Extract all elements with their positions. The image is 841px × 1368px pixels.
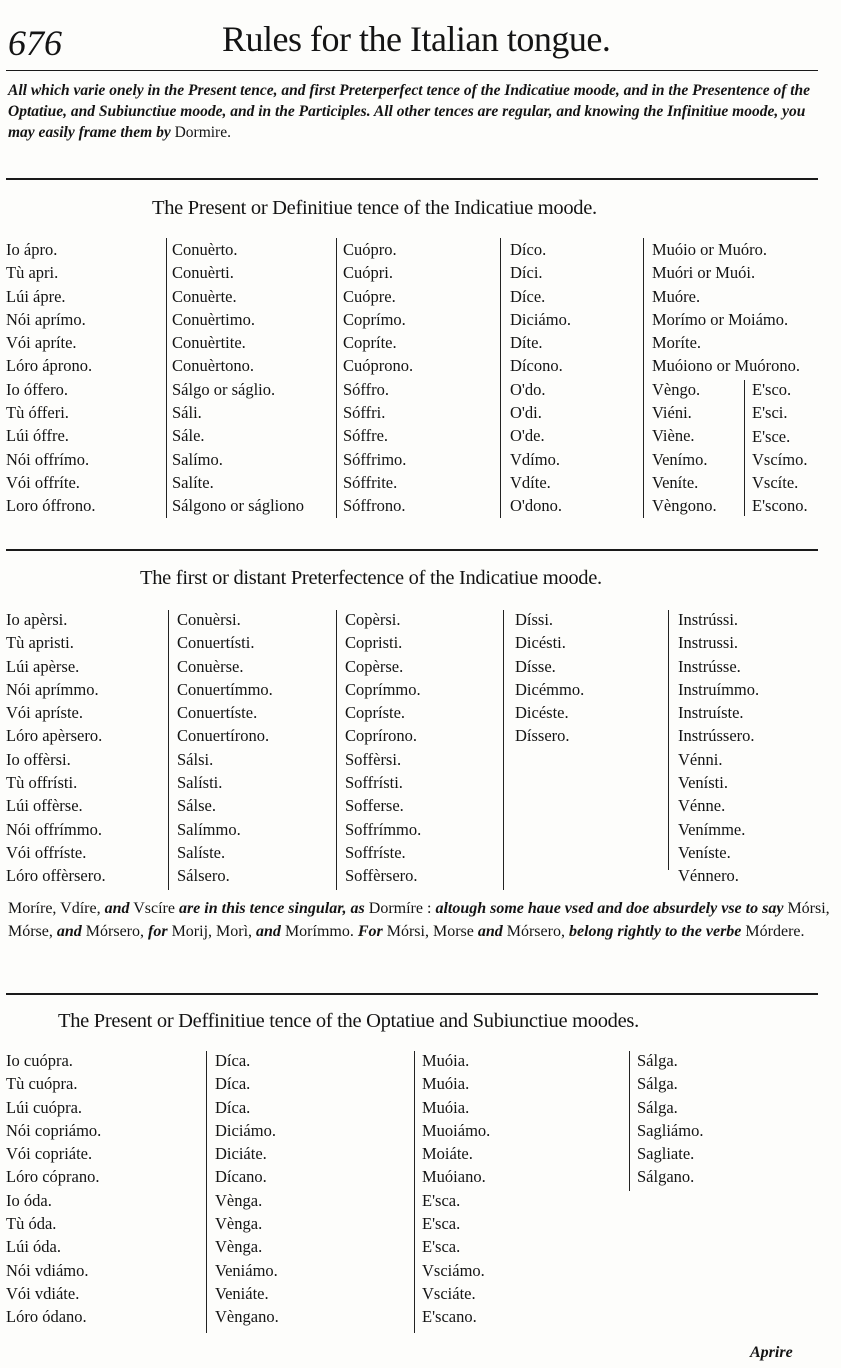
verb-form: Sálgano. [637, 1167, 695, 1187]
column-divider [500, 238, 501, 518]
verb-form: Conuertíste. [177, 703, 258, 723]
verb-form: Lóro cóprano. [6, 1167, 100, 1187]
verb-form: Copèrse. [345, 656, 404, 676]
verb-form: Sóffrono. [343, 496, 406, 516]
verb-form: Conuèrtono. [172, 356, 255, 376]
note-roman-run: Morij, Morì, [167, 922, 257, 940]
verb-form: Coprímmo. [345, 679, 421, 699]
note-roman-run: Mórdere. [741, 922, 805, 940]
verb-form: Cuópre. [343, 286, 396, 306]
section-1-column-1 [6, 238, 96, 518]
verb-form: Lúi óffre. [6, 426, 69, 446]
verb-form: Conuèrtimo. [172, 309, 255, 329]
section-1-heading: The Present or Definitiue tence of the Indicatiue moode. [152, 197, 597, 219]
verb-form: Muóiono or Muórono. [652, 356, 801, 376]
verb-form: Sálga. [637, 1097, 678, 1117]
verb-form: Nói aprímo. [6, 309, 86, 329]
verb-form: Salísti. [177, 773, 223, 793]
verb-form: Coprímo. [343, 309, 406, 329]
verb-form: Soffríste. [345, 842, 406, 862]
verb-form: Vèngo. [652, 379, 701, 399]
verb-form: O'de. [510, 426, 545, 446]
section-rule-1 [6, 178, 818, 180]
verb-form: Morímo or Moiámo. [652, 309, 789, 329]
verb-form: Diciámo. [215, 1120, 276, 1140]
verb-form: Sálgono or ságliono [172, 496, 304, 516]
catchword: Aprire [750, 1344, 793, 1361]
verb-form: Copríste. [345, 703, 406, 723]
verb-form: Díca. [215, 1051, 251, 1070]
verb-form: Veníste. [678, 842, 731, 862]
verb-form: Nói offrímo. [6, 449, 90, 469]
column-divider [206, 1051, 207, 1333]
verb-form: E'sci. [752, 403, 788, 423]
column-divider [336, 610, 337, 890]
verb-form: E'scono. [752, 496, 808, 516]
verb-form: Vscímo. [752, 449, 808, 469]
section-2-note [8, 898, 838, 943]
verb-form: Cuópri. [343, 263, 393, 283]
verb-form: Veniáte. [215, 1283, 269, 1303]
note-italic-run: are in this tence singular, as [178, 900, 365, 917]
verb-form: Coprírono. [345, 726, 417, 746]
verb-form: Lóro offèrsero. [6, 866, 106, 886]
verb-form: Vènga. [215, 1190, 263, 1210]
verb-form: Venímme. [678, 819, 746, 839]
verb-form: Conuèrse. [177, 656, 244, 676]
verb-form: Copríte. [343, 333, 397, 353]
header-rule [6, 70, 818, 71]
note-italic-run: belong rightly to the verbe [568, 922, 742, 940]
verb-form: E'scano. [422, 1307, 477, 1327]
verb-form: Conuertírono. [177, 726, 270, 746]
verb-form: Muóia. [422, 1074, 470, 1094]
verb-form: Conuèrti. [172, 263, 234, 283]
verb-form: Vsciámo. [422, 1260, 485, 1280]
verb-form: Conuèrto. [172, 240, 238, 259]
note-roman-run: Morímmo. [280, 922, 358, 940]
note-roman-run: Dormíre : [364, 900, 436, 917]
verb-form: Vói apríste. [6, 703, 83, 723]
section-3-column-2 [215, 1049, 279, 1329]
verb-form: Soffrísti. [345, 773, 403, 793]
note-italic-run: and [477, 922, 503, 940]
verb-form: Vói offríste. [6, 842, 87, 862]
verb-form: Vénni. [678, 749, 723, 769]
verb-form: Diciámo. [510, 309, 571, 329]
verb-form: Tù apri. [6, 263, 59, 283]
verb-form: Conuertísti. [177, 633, 255, 653]
verb-form: Veniámo. [215, 1260, 278, 1280]
column-divider [643, 238, 644, 518]
verb-form: Soffèrsi. [345, 749, 402, 769]
section-rule-3 [6, 993, 818, 995]
verb-form: Instrússi. [678, 610, 739, 629]
note-italic-run: and [56, 922, 82, 940]
section-2-column-1 [6, 608, 106, 888]
verb-form: Vènga. [215, 1237, 263, 1257]
verb-form: Muóia. [422, 1097, 470, 1117]
verb-form: Nói offrímmo. [6, 819, 102, 839]
verb-form: Nói copriámo. [6, 1120, 102, 1140]
verb-form: Muóre. [652, 286, 701, 306]
note-roman-run: Mórsero, [502, 922, 569, 940]
verb-form: Lóro ódano. [6, 1307, 87, 1327]
verb-form: Io óffero. [6, 379, 69, 399]
verb-form: Vdímo. [510, 449, 560, 469]
note-italic-run: and [256, 922, 281, 940]
verb-form: Lúi ápre. [6, 286, 66, 306]
verb-form: E'sca. [422, 1190, 461, 1210]
verb-form: Vói apríte. [6, 333, 77, 353]
verb-form: Venísti. [678, 773, 728, 793]
verb-form: Salíte. [172, 472, 214, 492]
verb-form: Diciáte. [215, 1144, 267, 1164]
column-divider [336, 238, 337, 518]
verb-form: Sóffrite. [343, 472, 398, 492]
verb-form: Conuertímmo. [177, 679, 273, 699]
verb-form: Vénne. [678, 796, 726, 816]
verb-form: Tù offrísti. [6, 773, 78, 793]
verb-form: Dicéste. [515, 703, 569, 723]
verb-form: Conuèrsi. [177, 610, 241, 629]
column-divider [503, 610, 504, 890]
verb-form: Io ápro. [6, 240, 58, 259]
verb-form: Instrússero. [678, 726, 755, 746]
verb-form: Sálsi. [177, 749, 214, 769]
verb-form: Nói vdiámo. [6, 1260, 89, 1280]
section-2-heading: The first or distant Preterfectence of the Indicatiue moode. [140, 567, 602, 589]
verb-form: Venímo. [652, 449, 708, 469]
column-divider [744, 380, 745, 516]
verb-form: Sagliate. [637, 1144, 695, 1164]
section-3-column-3 [422, 1049, 490, 1329]
verb-form: E'sce. [752, 426, 791, 446]
verb-form: Io apèrsi. [6, 610, 68, 629]
verb-form: O'do. [510, 379, 546, 399]
verb-form: Tù apristi. [6, 633, 74, 653]
verb-form: Moríte. [652, 333, 702, 353]
verb-form: Sóffro. [343, 379, 389, 399]
verb-form: Vói vdiáte. [6, 1283, 80, 1303]
verb-form: Tù óda. [6, 1214, 57, 1234]
verb-form: Vói copriáte. [6, 1144, 93, 1164]
note-roman-run: Vscíre [129, 900, 179, 917]
verb-form: Dicésti. [515, 633, 566, 653]
verb-form: Muóiano. [422, 1167, 486, 1187]
verb-form: Dicémmo. [515, 679, 585, 699]
verb-form: Dícano. [215, 1167, 267, 1187]
verb-form: Muóio or Muóro. [652, 240, 768, 259]
verb-form: Sálga. [637, 1074, 678, 1094]
verb-form: Vói offríte. [6, 472, 80, 492]
note-italic-run: altough some haue vsed and doe absurdely vse to say [435, 900, 784, 917]
verb-form: Sálga. [637, 1051, 678, 1070]
verb-form: Vèngono. [652, 496, 717, 516]
verb-form: Loro óffrono. [6, 496, 96, 516]
verb-form: Dísse. [515, 656, 556, 676]
verb-form: Muoiámo. [422, 1120, 491, 1140]
verb-form: E'sca. [422, 1214, 461, 1234]
section-2-column-3 [345, 608, 421, 888]
verb-form: Lúi cuópra. [6, 1097, 83, 1117]
verb-form: Sóffri. [343, 403, 386, 423]
note-roman-run: Mórsi, Morse [382, 922, 478, 940]
verb-form: Díte. [510, 333, 543, 353]
verb-form: Io óda. [6, 1190, 52, 1210]
verb-form: Conuèrtite. [172, 333, 246, 353]
verb-form: Vdíte. [510, 472, 551, 492]
intro-italic-text: All which varie onely in the Present tence, and first Preterperfect tence of the Indicatiue moode, and in the Presentence of the Optatiue, and Subiunctiue moode, and in the Participles. All other tences are regular, and knowing the Infinitiue moode, you may easily frame them by [8, 82, 811, 141]
section-3-heading: The Present or Deffinitiue tence of the Optatiue and Subiunctiue moodes. [58, 1010, 639, 1032]
verb-form: Conuèrte. [172, 286, 237, 306]
verb-form: Díssero. [515, 726, 570, 746]
section-2-column-5 [678, 608, 759, 888]
verb-form: Instrússe. [678, 656, 741, 676]
verb-form: Dícono. [510, 356, 563, 376]
verb-form: Moiáte. [422, 1144, 473, 1164]
verb-form: Vscíte. [752, 473, 799, 493]
verb-form: Salíste. [177, 842, 226, 862]
verb-form: Tù cuópra. [6, 1074, 78, 1094]
verb-form: Lóro apèrsero. [6, 726, 103, 746]
verb-form: Cuópro. [343, 240, 397, 259]
section-1-column-6 [752, 378, 808, 518]
note-roman-run: Moríre, Vdíre, [8, 900, 105, 917]
verb-form: Viéni. [652, 403, 692, 423]
verb-form: Cuóprono. [343, 356, 414, 376]
section-3-column-1 [6, 1049, 101, 1329]
column-divider [629, 1051, 630, 1191]
verb-form: Sáli. [172, 403, 202, 423]
verb-form: Veníte. [652, 472, 699, 492]
verb-form: Instruíste. [678, 703, 744, 723]
verb-form: Soffrímmo. [345, 819, 422, 839]
verb-form: Muóri or Muói. [652, 263, 756, 283]
verb-form: Soffèrsero. [345, 866, 418, 886]
verb-form: Vénnero. [678, 866, 739, 886]
verb-form: Lóro áprono. [6, 356, 93, 376]
section-3-column-4 [637, 1049, 703, 1189]
verb-form: Díssi. [515, 610, 554, 629]
verb-form: Sofferse. [345, 796, 404, 816]
verb-form: Instrussi. [678, 633, 739, 653]
verb-form: Lúi apèrse. [6, 656, 80, 676]
verb-form: Sóffre. [343, 426, 389, 446]
verb-form: Díca. [215, 1074, 251, 1094]
verb-form: Viène. [652, 426, 695, 446]
column-divider [168, 610, 169, 890]
verb-form: O'dono. [510, 496, 563, 516]
verb-form: Nói aprímmo. [6, 679, 99, 699]
verb-form: Lúi óda. [6, 1237, 61, 1257]
verb-form: Vènga. [215, 1214, 263, 1234]
page-number: 676 [8, 23, 62, 63]
note-italic-run: for [148, 922, 168, 940]
verb-form: Copristi. [345, 633, 403, 653]
verb-form: Díco. [510, 240, 547, 259]
verb-form: Lúi offèrse. [6, 796, 83, 816]
verb-form: Tù ófferi. [6, 403, 69, 423]
verb-form: O'di. [510, 403, 542, 423]
verb-form: E'sco. [752, 380, 792, 399]
verb-form: Sále. [172, 426, 205, 446]
verb-form: Sóffrimo. [343, 449, 407, 469]
verb-form: Sálgo or ságlio. [172, 379, 276, 399]
verb-form: E'sca. [422, 1237, 461, 1257]
verb-form: Salímo. [172, 449, 223, 469]
verb-form: Salímmo. [177, 819, 241, 839]
section-2-column-4 [515, 608, 584, 748]
note-roman-run: Mórsero, [81, 922, 149, 940]
verb-form: Muóia. [422, 1051, 470, 1070]
column-divider [166, 238, 167, 518]
note-italic-run: and [104, 900, 130, 917]
running-title: Rules for the Italian tongue. [222, 19, 611, 59]
section-1-column-2 [172, 238, 304, 518]
note-roman-run: Mórsi, Mórse, [8, 900, 830, 940]
verb-form: Instruímmo. [678, 679, 760, 699]
section-rule-2 [6, 549, 818, 551]
verb-form: Díci. [510, 263, 543, 283]
section-2-column-2 [177, 608, 273, 888]
verb-form: Sálse. [177, 796, 216, 816]
verb-form: Sagliámo. [637, 1120, 704, 1140]
intro-roman-text: Dormire. [174, 124, 231, 141]
verb-form: Io offèrsi. [6, 749, 71, 769]
intro-paragraph [8, 80, 830, 143]
column-divider [414, 1051, 415, 1333]
verb-form: Díca. [215, 1097, 251, 1117]
note-italic-run: For [357, 922, 383, 940]
verb-form: Io cuópra. [6, 1051, 73, 1070]
verb-form: Vsciáte. [422, 1283, 476, 1303]
verb-form: Vèngano. [215, 1307, 279, 1327]
section-1-column-3 [343, 238, 413, 518]
verb-form: Díce. [510, 286, 546, 306]
section-1-column-4 [510, 238, 571, 518]
column-divider [668, 610, 669, 870]
verb-form: Sálsero. [177, 866, 230, 886]
verb-form: Copèrsi. [345, 610, 401, 629]
